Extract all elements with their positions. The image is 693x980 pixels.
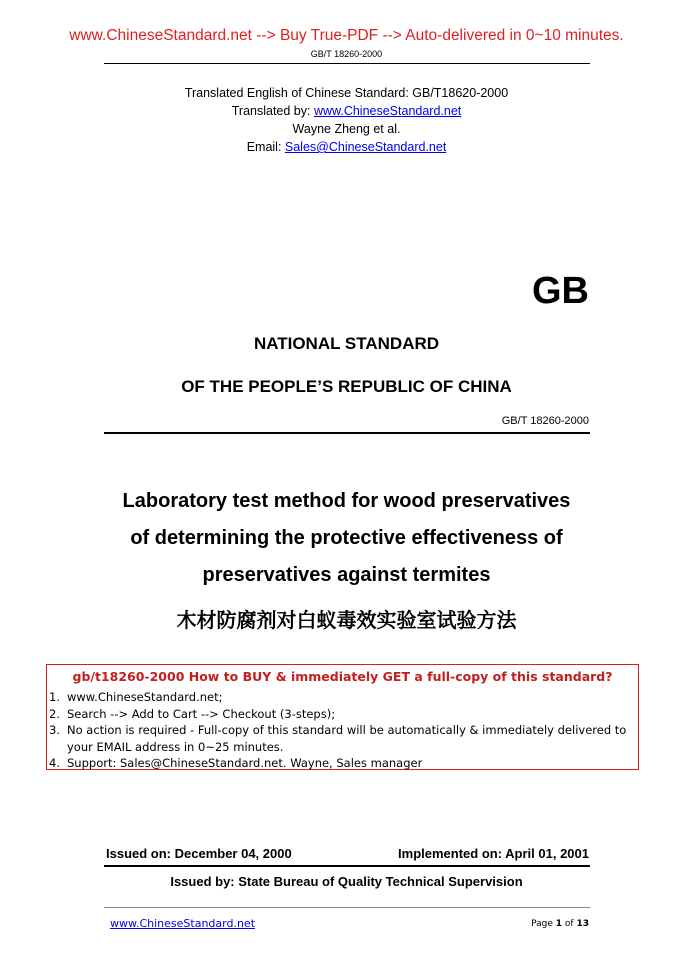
national-standard-heading: NATIONAL STANDARD — [253, 334, 440, 353]
implemented-on-date: Implemented on: April 01, 2001 — [398, 846, 589, 861]
purchase-step — [49, 689, 634, 706]
title-line-3: preservatives against termites — [202, 564, 491, 586]
step-text[interactable]: www.ChineseStandard.net; — [67, 690, 223, 704]
standard-code: GB/T 18260-2000 — [501, 415, 589, 427]
step-text: Support: Sales@ChineseStandard.net. Wayne, Sales manager — [67, 756, 423, 770]
dates-rule — [104, 865, 590, 867]
page-total: 13 — [576, 919, 589, 929]
footer-site-link[interactable]: www.ChineseStandard.net — [110, 917, 256, 930]
purchase-step — [49, 706, 634, 723]
footer-rule — [104, 907, 590, 908]
purchase-step — [49, 722, 634, 755]
title-line-1: Laboratory test method for wood preservatives — [122, 490, 571, 512]
step-number: 1. — [49, 690, 60, 704]
step-text: No action is required - Full-copy of this standard will be automatically & immediately delivered to — [67, 723, 627, 737]
step-number: 3. — [49, 723, 60, 737]
gb-mark: GB — [532, 270, 589, 312]
page-current: 1 — [555, 919, 563, 929]
translator-site-link[interactable]: www.ChineseStandard.net — [313, 104, 462, 118]
header-rule — [104, 63, 590, 64]
purchase-heading: gb/t18260-2000 How to BUY & immediately GET a full-copy of this standard? — [72, 669, 613, 684]
issued-on-date: Issued on: December 04, 2000 — [106, 846, 292, 861]
translated-by-label: Translated by: — [231, 104, 314, 118]
page-label: Page — [531, 919, 556, 929]
translation-source: Translated English of Chinese Standard: GB/T18620-2000 — [184, 86, 509, 100]
purchase-step — [49, 755, 634, 772]
email-link[interactable]: Sales@ChineseStandard.net — [284, 140, 447, 154]
page-of: of — [562, 919, 577, 929]
header-standard-code: GB/T 18260-2000 — [310, 49, 383, 59]
translated-by — [0, 104, 693, 118]
contact-email — [0, 140, 693, 154]
translator-name: Wayne Zheng et al. — [292, 122, 401, 136]
purchase-steps — [49, 689, 634, 772]
issuing-authority: Issued by: State Bureau of Quality Technical Supervision — [170, 874, 523, 889]
purchase-info-box — [46, 664, 639, 770]
title-line-2: of determining the protective effectiveness of — [130, 527, 563, 549]
top-banner[interactable]: www.ChineseStandard.net --> Buy True-PDF --> Auto-delivered in 0~10 minutes. — [69, 27, 624, 44]
step-number: 4. — [49, 756, 60, 770]
step-text-continued: your EMAIL address in 0~25 minutes. — [67, 739, 284, 754]
step-text: Search --> Add to Cart --> Checkout (3-steps); — [67, 706, 336, 721]
page-number — [531, 919, 589, 929]
email-label: Email: — [246, 140, 285, 154]
title-rule — [104, 432, 590, 434]
republic-heading: OF THE PEOPLE’S REPUBLIC OF CHINA — [181, 377, 512, 396]
step-number: 2. — [49, 706, 60, 721]
title-chinese: 木材防腐剂对白蚁毒效实验室试验方法 — [176, 608, 517, 632]
